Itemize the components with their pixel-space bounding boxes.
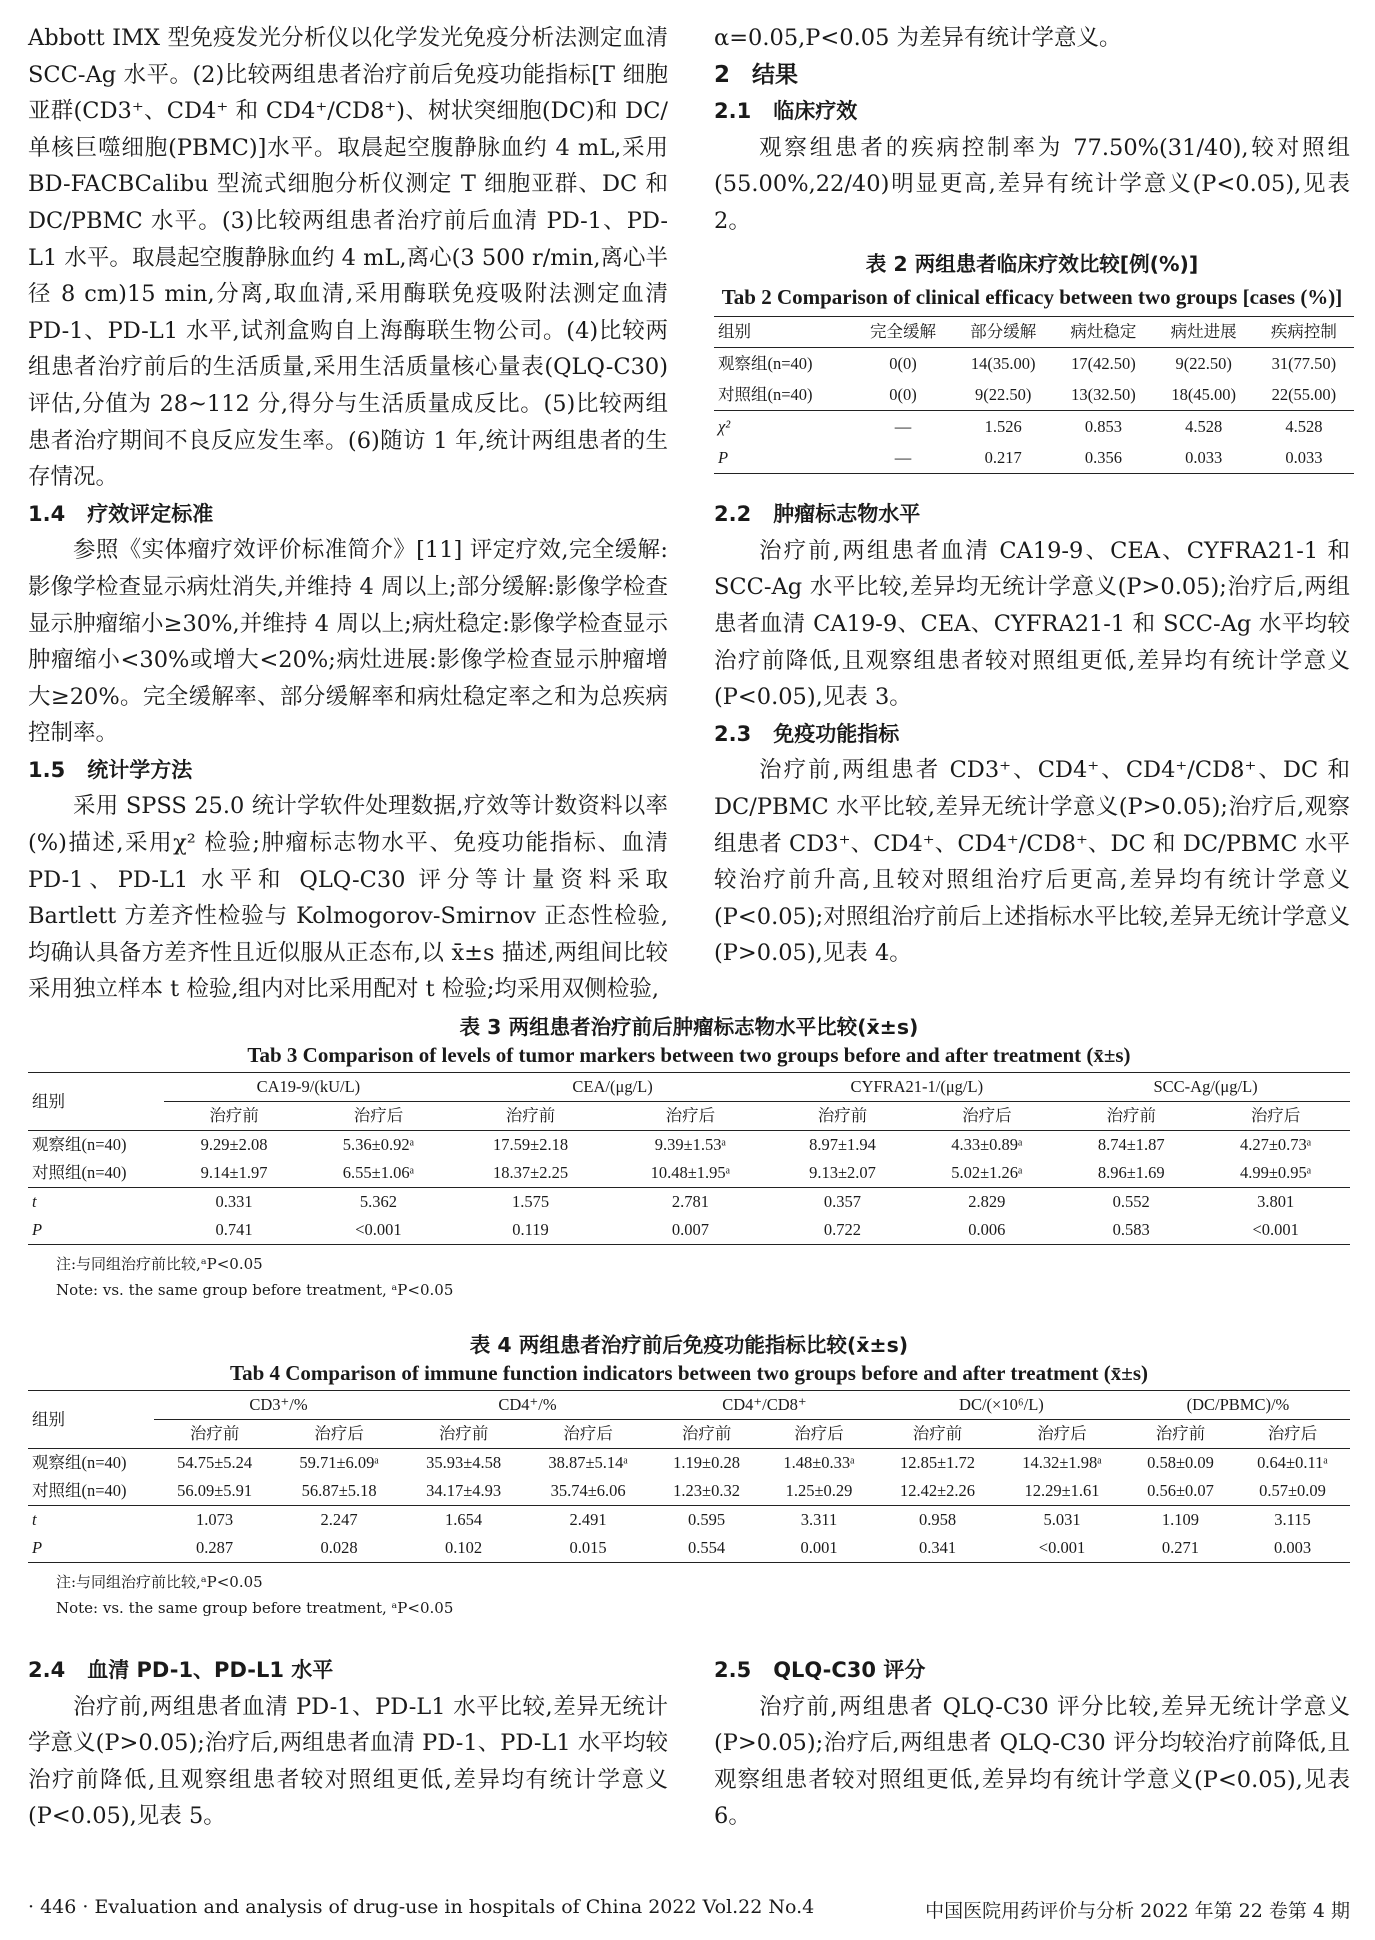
table-cell: 观察组(n=40)	[718, 353, 813, 373]
table-cell: 2.491	[524, 1506, 652, 1535]
table-header-cell: 治疗前	[1126, 1420, 1235, 1449]
table-cell: 9.29±2.08	[200, 1135, 268, 1154]
footer-left: · 446 · Evaluation and analysis of drug-use in hospitals of China 2022 Vol.22 No.4	[28, 1896, 815, 1918]
table-cell: 12.29±1.61	[1024, 1481, 1100, 1500]
table-cell: 0.015	[569, 1538, 607, 1557]
table-cell: 对照组(n=40)	[32, 1481, 127, 1500]
table-row	[714, 411, 1354, 443]
table-cell: 0.57±0.09	[1259, 1481, 1326, 1500]
table-cell: 0.552	[1061, 1188, 1201, 1217]
table-cell: 0.58±0.09	[1147, 1453, 1214, 1472]
table3-group-header-row	[28, 1073, 1350, 1102]
table3	[28, 1072, 1350, 1245]
table3-sub-header-row	[28, 1102, 1350, 1131]
table-header-cell: 病灶稳定	[1053, 317, 1153, 348]
table-cell: 0.033	[1285, 447, 1323, 467]
table-header-cell: 治疗前	[403, 1420, 524, 1449]
table-cell: 5.02±1.26ᵃ	[951, 1163, 1023, 1182]
table-cell: 0.271	[1161, 1538, 1200, 1557]
section-2-2-heading: 2.2 肿瘤标志物水平	[714, 502, 921, 527]
table2	[714, 316, 1354, 474]
table-cell: 56.09±5.91	[177, 1481, 253, 1500]
table-cell: 0.357	[772, 1188, 912, 1217]
table-cell: 0(0)	[889, 384, 917, 404]
table-cell: 4.27±0.73ᵃ	[1239, 1135, 1312, 1154]
tumor-markers-paragraph: 治疗前,两组患者血清 CA19-9、CEA、CYFRA21-1 和 SCC-Ag 水平比较,差异均无统计学意义(P>0.05);治疗后,两组患者血清 CA19-9、CEA、CYFRA21-1 和 SCC-Ag 水平均较治疗前降低,且观察组患者较对照组更低,差异均有统计学意义(P<0.05),见表 3。	[714, 537, 1350, 711]
table-cell: 3.311	[761, 1506, 877, 1535]
table-cell: 4.528	[1254, 411, 1354, 443]
table-cell: 2.247	[275, 1506, 403, 1535]
table-cell: 0.56±0.07	[1147, 1481, 1214, 1500]
bottom-right-column	[714, 1652, 1350, 1835]
table-cell: 8.74±1.87	[1097, 1135, 1165, 1154]
table-cell: 0.102	[445, 1538, 483, 1557]
table-cell: 3.115	[1235, 1506, 1350, 1535]
section-2-3-heading: 2.3 免疫功能指标	[714, 721, 900, 746]
table-cell: 4.33±0.89ᵃ	[951, 1135, 1023, 1154]
table-cell: 观察组(n=40)	[32, 1453, 127, 1472]
table-header-cell: CD3⁺/%	[154, 1391, 403, 1420]
table-cell: 对照组(n=40)	[32, 1163, 127, 1182]
table-cell: 0.217	[984, 447, 1022, 467]
table-cell: 5.031	[998, 1506, 1126, 1535]
table-header-cell: 组别	[714, 317, 853, 348]
table-cell: 4.528	[1154, 411, 1254, 443]
table-header-cell: 治疗前	[453, 1102, 609, 1131]
table-cell: 0.033	[1185, 447, 1223, 467]
table-header-cell: 组别	[28, 1391, 154, 1449]
table-header-cell: 治疗后	[1235, 1420, 1350, 1449]
table-header-cell: CA19-9/(kU/L)	[164, 1073, 453, 1102]
table-cell: 31(77.50)	[1271, 353, 1337, 373]
statistics-paragraph: 采用 SPSS 25.0 统计学软件处理数据,疗效等计数资料以率(%)描述,采用χ² 检验;肿瘤标志物水平、免疫功能指标、血清 PD-1、PD-L1 水平和 QLQ-C30 评分等计量资料采取 Bartlett 方差齐性检验与 Kolmogorov-Smirnov 正态性检验,均确认具备方差齐性且近似服从正态布,以 x̄±s 描述,两组间比较采用独立样本 t 检验,组内对比采用配对 t 检验;均采用双侧检验,	[28, 793, 668, 1003]
table-cell: 22(55.00)	[1271, 384, 1337, 404]
table-cell: t	[28, 1188, 164, 1217]
table-cell: 1.48±0.33ᵃ	[783, 1453, 855, 1472]
table-cell: 1.073	[154, 1506, 275, 1535]
table-row	[28, 1477, 1350, 1506]
table-cell: 0.028	[320, 1538, 358, 1557]
right-column	[714, 20, 1350, 972]
table-cell: 1.23±0.32	[673, 1481, 740, 1500]
table4-note-cn: 注:与同组治疗前比较,ᵃP<0.05	[56, 1573, 263, 1591]
table-cell: <0.001	[1252, 1220, 1299, 1239]
table-cell: 5.362	[304, 1188, 453, 1217]
table-row	[28, 1131, 1350, 1160]
table-cell: P	[32, 1538, 43, 1557]
table-header-cell: DC/(×10⁶/L)	[877, 1391, 1126, 1420]
table-header-cell: (DC/PBMC)/%	[1126, 1391, 1350, 1420]
table-header-cell: CYFRA21-1/(μg/L)	[772, 1073, 1061, 1102]
table-row	[28, 1216, 1350, 1245]
table-header-cell: 病灶进展	[1154, 317, 1254, 348]
table-cell: 0.331	[164, 1188, 304, 1217]
table-cell: 6.55±1.06ᵃ	[342, 1163, 415, 1182]
table-cell: 4.99±0.95ᵃ	[1239, 1163, 1312, 1182]
table-cell: 0.583	[1112, 1220, 1150, 1239]
table-header-cell: 组别	[28, 1073, 164, 1131]
table-cell: 1.19±0.28	[673, 1453, 740, 1472]
table-cell: χ²	[714, 411, 853, 443]
table-cell: 8.97±1.94	[809, 1135, 876, 1154]
efficacy-criteria-paragraph: 参照《实体瘤疗效评价标准简介》[11] 评定疗效,完全缓解:影像学检查显示病灶消失,并维持 4 周以上;部分缓解:影像学检查显示肿瘤缩小≥30%,并维持 4 周以上;病灶稳定:影像学检查显示肿瘤缩小<30%或增大<20%;病灶进展:影像学检查显示肿瘤增大≥20%。完全缓解率、部分缓解率和病灶稳定率之和为总疾病控制率。	[28, 537, 668, 747]
table-cell: 0.64±0.11ᵃ	[1257, 1453, 1328, 1472]
table-header-cell: 治疗后	[1201, 1102, 1350, 1131]
table-header-cell: 疾病控制	[1254, 317, 1354, 348]
table-cell: 对照组(n=40)	[718, 384, 813, 404]
section-1-5-heading: 1.5 统计学方法	[28, 757, 193, 782]
table-header-cell: 治疗前	[772, 1102, 912, 1131]
table3-note-cn: 注:与同组治疗前比较,ᵃP<0.05	[56, 1255, 263, 1273]
table4-note-en: Note: vs. the same group before treatment, ᵃP<0.05	[56, 1599, 454, 1617]
table-cell: 14.32±1.98ᵃ	[1022, 1453, 1102, 1472]
section-2-heading: 2 结果	[714, 61, 799, 88]
table-cell: 0.003	[1273, 1538, 1312, 1557]
table4-sub-header-row	[28, 1420, 1350, 1449]
table-cell: 0.595	[652, 1506, 761, 1535]
table-cell: 5.36±0.92ᵃ	[342, 1135, 415, 1154]
table2-caption-cn: 表 2 两组患者临床疗效比较[例(%)]	[865, 251, 1199, 276]
clinical-efficacy-paragraph: 观察组患者的疾病控制率为 77.50%(31/40),较对照组(55.00%,22/40)明显更高,差异有统计学意义(P<0.05),见表 2。	[714, 134, 1350, 234]
table-cell: 0.853	[1053, 411, 1153, 443]
table3-block	[28, 1010, 1350, 1303]
table2-caption-en: Tab 2 Comparison of clinical efficacy between two groups [cases (%)]	[721, 285, 1343, 310]
table-cell: 17(42.50)	[1071, 353, 1136, 373]
table-cell: 35.74±6.06	[550, 1481, 626, 1500]
table-row	[28, 1534, 1350, 1563]
table-cell: 0.341	[918, 1538, 957, 1557]
table3-note-en: Note: vs. the same group before treatment, ᵃP<0.05	[56, 1281, 454, 1299]
table-row	[28, 1188, 1350, 1217]
table-cell: 14(35.00)	[970, 353, 1036, 373]
table-cell: 35.93±4.58	[426, 1453, 502, 1472]
table-cell: 1.575	[453, 1188, 609, 1217]
bottom-left-column	[28, 1652, 668, 1835]
table-cell: 56.87±5.18	[301, 1481, 377, 1500]
table-cell: P	[718, 447, 729, 467]
table-cell: 0.119	[512, 1220, 549, 1239]
table-cell: 1.109	[1126, 1506, 1235, 1535]
table-cell: 1.526	[953, 411, 1053, 443]
table-cell: t	[28, 1506, 154, 1535]
table-header-cell: CD4⁺/%	[403, 1391, 652, 1420]
table-header-cell: 治疗后	[304, 1102, 453, 1131]
table-cell: 13(32.50)	[1071, 384, 1136, 404]
table-cell: 3.801	[1201, 1188, 1350, 1217]
table-cell: 18.37±2.25	[493, 1163, 569, 1182]
table2-header-row	[714, 317, 1354, 348]
table-cell: <0.001	[355, 1220, 402, 1239]
table-cell: 0.356	[1084, 447, 1122, 467]
table-cell: 0.006	[968, 1220, 1006, 1239]
table-cell: <0.001	[1038, 1538, 1086, 1557]
table-cell: —	[894, 447, 912, 467]
table-header-cell: 治疗后	[998, 1420, 1126, 1449]
methods-paragraph: Abbott IMX 型免疫发光分析仪以化学发光免疫分析法测定血清 SCC-Ag 水平。(2)比较两组患者治疗前后免疫功能指标[T 细胞亚群(CD3⁺、CD4⁺ 和 CD4⁺/CD8⁺)、树状突细胞(DC)和 DC/单核巨噬细胞(PBMC)]水平。取晨起空腹静脉血约 4 mL,采用 BD-FACBCalibu 型流式细胞分析仪测定 T 细胞亚群、DC 和 DC/PBMC 水平。(3)比较两组患者治疗前后血清 PD-1、PD-L1 水平。取晨起空腹静脉血约 4 mL,离心(3 500 r/min,离心半径 8 cm)15 min,分离,取血清,采用酶联免疫吸附法测定血清 PD-1、PD-L1 水平,试剂盒购自上海酶联生物公司。(4)比较两组患者治疗前后的生活质量,采用生活质量核心量表(QLQ-C30)评估,分值为 28~112 分,得分与生活质量成反比。(5)比较两组患者治疗期间不良反应发生率。(6)随访 1 年,统计两组患者的生存情况。	[28, 25, 668, 491]
table-cell: —	[853, 411, 953, 443]
table-cell: 观察组(n=40)	[32, 1135, 127, 1154]
table4-block	[28, 1328, 1350, 1621]
table-cell: 1.25±0.29	[785, 1481, 853, 1500]
table-cell: 9(22.50)	[1175, 353, 1232, 373]
table-cell: 38.87±5.14ᵃ	[548, 1453, 628, 1472]
pd1-pdl1-paragraph: 治疗前,两组患者血清 PD-1、PD-L1 水平比较,差异无统计学意义(P>0.05);治疗后,两组患者血清 PD-1、PD-L1 水平均较治疗前降低,且观察组患者较对照组更低,差异均有统计学意义(P<0.05),见表 5。	[28, 1693, 668, 1830]
table-header-cell: 部分缓解	[953, 317, 1053, 348]
table4-group-header-row	[28, 1391, 1350, 1420]
table-cell: 12.85±1.72	[899, 1453, 976, 1472]
immune-function-paragraph: 治疗前,两组患者 CD3⁺、CD4⁺、CD4⁺/CD8⁺、DC 和 DC/PBMC 水平比较,差异无统计学意义(P>0.05);治疗后,观察组患者 CD3⁺、CD4⁺、CD4⁺/CD8⁺、DC 和 DC/PBMC 水平较治疗前升高,且较对照组治疗后更高,差异均有统计学意义(P<0.05);对照组治疗前后上述指标水平比较,差异无统计学意义(P>0.05),见表 4。	[714, 757, 1350, 967]
table-cell: 1.654	[403, 1506, 524, 1535]
table-header-cell: 治疗前	[164, 1102, 304, 1131]
table-header-cell: 治疗后	[608, 1102, 772, 1131]
section-2-4-heading: 2.4 血清 PD-1、PD-L1 水平	[28, 1658, 334, 1682]
section-2-5-heading: 2.5 QLQ-C30 评分	[714, 1658, 926, 1682]
table-cell: 9.13±2.07	[809, 1163, 876, 1182]
table-header-cell: 治疗前	[1061, 1102, 1201, 1131]
table-header-cell: 治疗后	[913, 1102, 1062, 1131]
table-row	[714, 442, 1354, 474]
left-column	[28, 20, 668, 1008]
table-row	[28, 1506, 1350, 1535]
table-cell: 54.75±5.24	[177, 1453, 253, 1472]
qlq-c30-paragraph: 治疗前,两组患者 QLQ-C30 评分比较,差异无统计学意义(P>0.05);治疗后,两组患者 QLQ-C30 评分均较治疗前降低,且观察组患者较对照组更低,差异均有统计学意义(P<0.05),见表 6。	[714, 1693, 1350, 1830]
table-cell: 0.287	[196, 1538, 234, 1557]
table4-caption-en: Tab 4 Comparison of immune function indicators between two groups before and after treatment (x̄±s)	[229, 1361, 1148, 1385]
table-cell: 9(22.50)	[975, 384, 1032, 404]
section-2-1-heading: 2.1 临床疗效	[714, 99, 858, 124]
table-header-cell: 治疗前	[652, 1420, 761, 1449]
table-header-cell: 治疗前	[154, 1420, 275, 1449]
table3-caption-en: Tab 3 Comparison of levels of tumor markers between two groups before and after treatment (x̄±s)	[247, 1043, 1131, 1067]
table-cell: 0.007	[671, 1220, 709, 1239]
table-cell: 12.42±2.26	[899, 1481, 976, 1500]
alpha-line: α=0.05,P<0.05 为差异有统计学意义。	[714, 25, 1122, 51]
table-cell: 2.829	[913, 1188, 1062, 1217]
table-cell: 59.71±6.09ᵃ	[299, 1453, 379, 1472]
table-cell: 34.17±4.93	[426, 1481, 502, 1500]
table-row	[714, 348, 1354, 380]
footer-right: 中国医院用药评价与分析 2022 年第 22 卷第 4 期	[925, 1900, 1350, 1922]
table-cell: 0.001	[800, 1538, 838, 1557]
section-1-4-heading: 1.4 疗效评定标准	[28, 501, 214, 526]
table-cell: 0(0)	[889, 353, 917, 373]
table-row	[28, 1159, 1350, 1188]
table-cell: 17.59±2.18	[493, 1135, 569, 1154]
table-header-cell: 治疗后	[275, 1420, 403, 1449]
table-cell: 2.781	[608, 1188, 772, 1217]
table-cell: 18(45.00)	[1171, 384, 1236, 404]
table-row	[28, 1449, 1350, 1478]
table-cell: 0.958	[877, 1506, 998, 1535]
table4-caption-cn: 表 4 两组患者治疗前后免疫功能指标比较(x̄±s)	[469, 1333, 909, 1357]
table-cell: 0.554	[688, 1538, 726, 1557]
table-header-cell: 治疗前	[877, 1420, 998, 1449]
table-cell: 8.96±1.69	[1097, 1163, 1165, 1182]
table-header-cell: CD4⁺/CD8⁺	[652, 1391, 877, 1420]
table-header-cell: CEA/(μg/L)	[453, 1073, 773, 1102]
table4	[28, 1390, 1350, 1563]
table-cell: 0.722	[823, 1220, 862, 1239]
table3-caption-cn: 表 3 两组患者治疗前后肿瘤标志物水平比较(x̄±s)	[459, 1015, 919, 1039]
table-header-cell: 治疗后	[761, 1420, 877, 1449]
table-cell: P	[32, 1220, 43, 1239]
table-header-cell: 完全缓解	[853, 317, 953, 348]
table-cell: 0.741	[215, 1220, 253, 1239]
table-cell: 9.14±1.97	[200, 1163, 268, 1182]
table-header-cell: SCC-Ag/(μg/L)	[1061, 1073, 1350, 1102]
table-row	[714, 379, 1354, 411]
table-header-cell: 治疗后	[524, 1420, 652, 1449]
table-cell: 9.39±1.53ᵃ	[654, 1135, 727, 1154]
table-cell: 10.48±1.95ᵃ	[650, 1163, 731, 1182]
